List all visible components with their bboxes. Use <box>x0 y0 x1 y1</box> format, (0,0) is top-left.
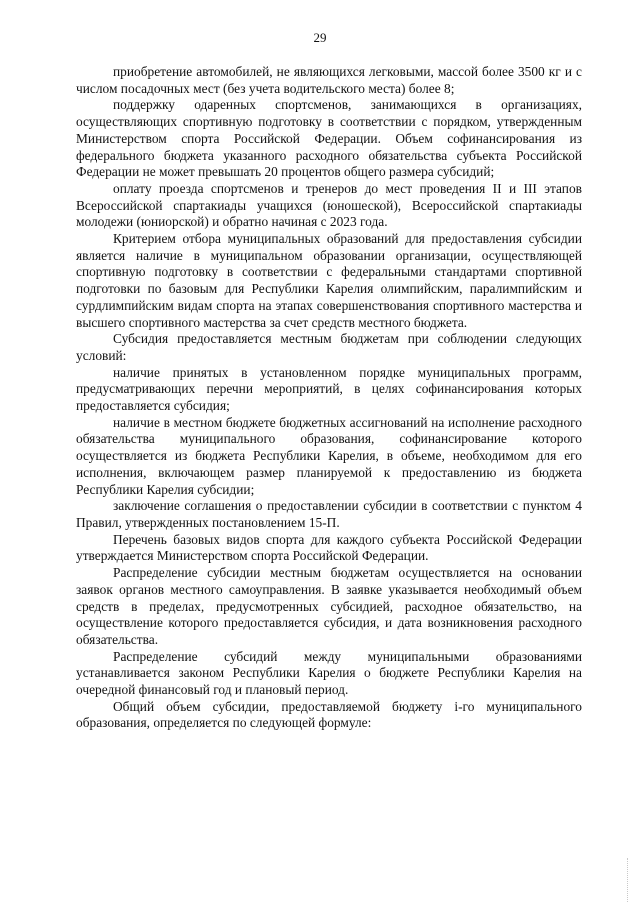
document-body <box>76 64 582 732</box>
paragraph-condition-agreement: заключение соглашения о предоставлении субсидии в соответствии с пунктом 4 Правил, утвержденных постановлением 15-П. <box>76 498 582 530</box>
paragraph-athlete-support: поддержку одаренных спортсменов, занимающихся в организациях, осуществляющих спортивную подготовку в соответствии с порядком, утвержденным Министерством спорта Российской Федерации. Объем софинансирования из федерального бюджета указанного расходного обязательства субъекта Российской Федерации не может превышать 20 процентов общего размера субсидий; <box>76 97 582 180</box>
paragraph-distribution-applications: Распределение субсидии местным бюджетам осуществляется на основании заявок органов местного самоуправления. В заявке указывается необходимый объем средств в пределах, предусмотренных субсидией, расходное обязательство, на осуществление которого предоставляется субсидия, и дата возникновения расходного обязательства. <box>76 565 582 647</box>
scan-edge-mark <box>627 858 630 902</box>
page-number: 29 <box>313 30 327 45</box>
paragraph-travel-payment: оплату проезда спортсменов и тренеров до мест проведения II и III этапов Всероссийской спартакиады учащихся (юношеской), Всероссийской спартакиады молодежи (юниорской) и обратно начиная с 2023 года. <box>76 180 582 230</box>
paragraph-distribution-law: Распределение субсидий между муниципальными образованиями устанавливается законом Республики Карелия о бюджете Республики Карелия на очередной финансовый год и плановый период. <box>76 648 582 698</box>
paragraph-sports-list: Перечень базовых видов спорта для каждого субъекта Российской Федерации утверждается Министерством спорта Российской Федерации. <box>76 531 582 564</box>
paragraph-formula-intro: Общий объем субсидии, предоставляемой бюджету i-го муниципального образования, определяется по следующей формуле: <box>76 698 582 731</box>
paragraph-condition-budget: наличие в местном бюджете бюджетных ассигнований на исполнение расходного обязательства муниципального образования, софинансирование которого осуществляется из бюджета Республики Карелия, в объеме, необходимом для его исполнения, включающем размер планируемой к предоставлению из бюджета Республики Карелия субсидии; <box>76 414 582 497</box>
paragraph-condition-programs: наличие принятых в установленном порядке муниципальных программ, предусматривающих перечни мероприятий, в целях софинансирования которых предоставляется субсидия; <box>76 364 582 414</box>
paragraph-subsidy-conditions: Субсидия предоставляется местным бюджетам при соблюдении следующих условий: <box>76 331 582 363</box>
paragraph-vehicle-purchase: приобретение автомобилей, не являющихся легковыми, массой более 3500 кг и с числом посадочных мест (без учета водительского места) более 8; <box>76 64 582 96</box>
paragraph-selection-criterion: Критерием отбора муниципальных образований для предоставления субсидии является наличие в муниципальном образовании организации, осуществляющей спортивную подготовку в соответствии с федеральными стандартами спортивной подготовки по базовым для Республики Карелия олимпийским, паралимпийским и сурдлимпийским видам спорта на этапах совершенствования спортивного мастерства и высшего спортивного мастерства за счет средств местного бюджета. <box>76 231 582 330</box>
